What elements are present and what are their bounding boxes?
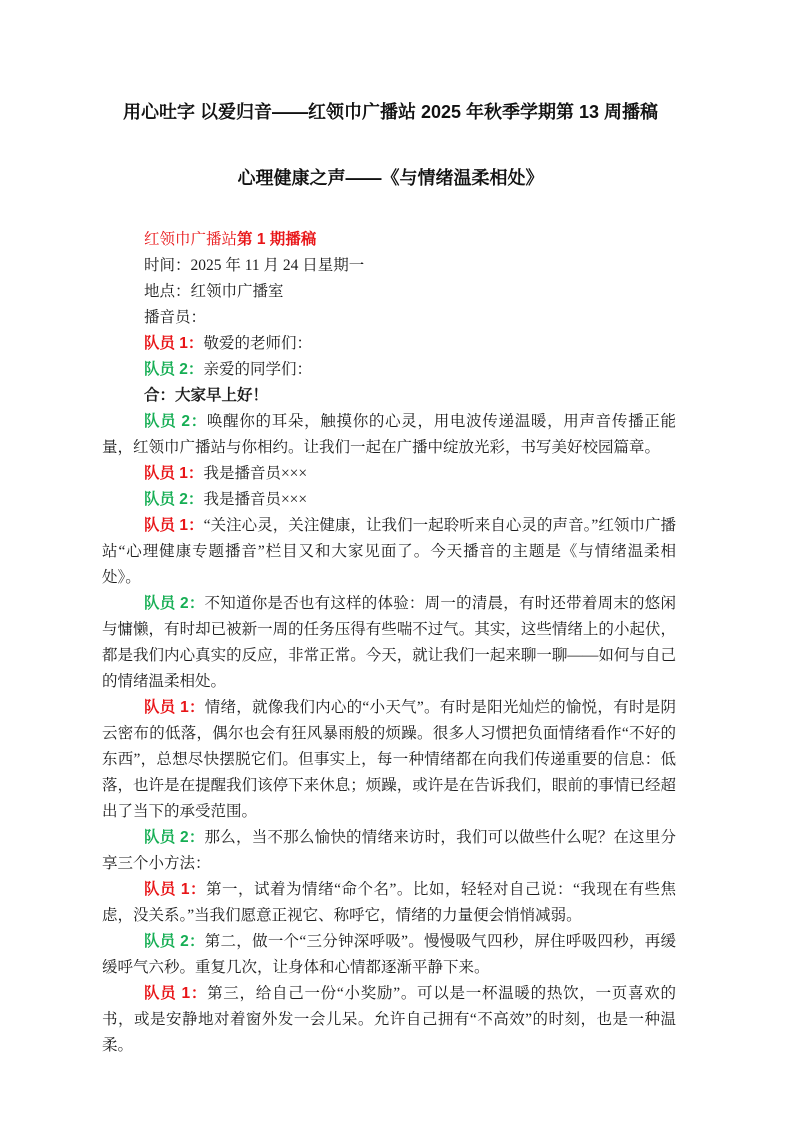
speaker-label: 队员 2： (144, 829, 205, 846)
text-run: 情绪，就像我们内心的“小天气”。有时是阳光灿烂的愉悦，有时是阴云密布的低落，偶尔也会有狂风暴雨般的烦躁。很多人习惯把负面情绪看作“不好的东西”，总想尽快摆脱它们。但事实上，每一种情绪都在向我们传递重要的信息：低落，也许是在提醒我们该停下来休息；烦躁，或许是在告诉我们，眼前的事情已经超出了当下的承受范围。 (102, 699, 676, 820)
speaker-label: 队员 1： (144, 699, 205, 716)
text-run: 第二，做一个“三分钟深呼吸”。慢慢吸气四秒，屏住呼吸四秒，再缓缓呼气六秒。重复几次，让身体和心情都逐渐平静下来。 (102, 933, 676, 976)
speaker-label: 合：大家早上好！ (144, 387, 269, 404)
script-paragraph (102, 487, 676, 513)
text-run: 第一，试着为情绪“命个名”。比如，轻轻对自己说：“我现在有些焦虑，没关系。”当我们愿意正视它、称呼它，情绪的力量便会悄悄减弱。 (102, 881, 676, 924)
text-run: 敬爱的老师们： (203, 335, 312, 352)
script-paragraph (102, 357, 676, 383)
script-paragraph (102, 305, 676, 331)
text-run: 地点：红领巾广播室 (144, 283, 284, 300)
script-paragraph (102, 513, 676, 591)
speaker-label: 队员 2： (144, 933, 205, 950)
text-run: 时间：2025 年 11 月 24 日星期一 (144, 257, 365, 274)
script-paragraph (102, 331, 676, 357)
text-run: 播音员： (144, 309, 207, 326)
script-paragraph (102, 409, 676, 461)
text-run: 唤醒你的耳朵，触摸你的心灵，用电波传递温暖，用声音传播正能量，红领巾广播站与你相约。让我们一起在广播中绽放光彩，书写美好校园篇章。 (102, 413, 676, 456)
text-run: 第三，给自己一份“小奖励”。可以是一杯温暖的热饮，一页喜欢的书，或是安静地对着窗外发一会儿呆。允许自己拥有“不高效”的时刻，也是一种温柔。 (102, 985, 676, 1054)
script-paragraph (102, 877, 676, 929)
speaker-label: 第 1 期播稿 (237, 231, 317, 248)
doc-title: 用心吐字 以爱归音——红领巾广播站 2025 年秋季学期第 13 周播稿 (122, 102, 659, 122)
script-paragraph (102, 825, 676, 877)
doc-subtitle: 心理健康之声——《与情绪温柔相处》 (237, 168, 544, 188)
speaker-label: 队员 2： (144, 361, 204, 378)
speaker-label: 队员 1： (144, 335, 204, 352)
text-run: 我是播音员××× (203, 465, 308, 482)
speaker-label: 队员 1： (144, 985, 208, 1002)
speaker-label: 队员 2： (144, 413, 207, 430)
script-paragraph (102, 695, 676, 825)
text-run: 红领巾广播站 (144, 231, 238, 248)
speaker-label: 队员 1： (144, 517, 204, 534)
script-paragraph (102, 591, 676, 695)
speaker-label: 队员 2： (144, 595, 205, 612)
text-run: 亲爱的同学们： (203, 361, 312, 378)
text-run: 那么，当不那么愉快的情绪来访时，我们可以做些什么呢？在这里分享三个小方法： (102, 829, 676, 872)
script-paragraph (102, 981, 676, 1059)
script-body (102, 227, 676, 1059)
script-paragraph (102, 253, 676, 279)
speaker-label: 队员 2： (144, 491, 204, 508)
text-run: 我是播音员××× (203, 491, 308, 508)
script-paragraph (102, 929, 676, 981)
script-paragraph (102, 227, 676, 253)
text-run: “关注心灵，关注健康，让我们一起聆听来自心灵的声音。”红领巾广播站“心理健康专题播音”栏目又和大家见面了。今天播音的主题是《与情绪温柔相处》。 (102, 517, 676, 586)
script-paragraph (102, 279, 676, 305)
text-run: 不知道你是否也有这样的体验：周一的清晨，有时还带着周末的悠闲与慵懒，有时却已被新一周的任务压得有些喘不过气。其实，这些情绪上的小起伏，都是我们内心真实的反应，非常正常。今天，就让我们一起来聊一聊——如何与自己的情绪温柔相处。 (102, 595, 676, 690)
speaker-label: 队员 1： (144, 881, 206, 898)
script-paragraph (102, 461, 676, 487)
speaker-label: 队员 1： (144, 465, 204, 482)
script-paragraph (102, 383, 676, 409)
